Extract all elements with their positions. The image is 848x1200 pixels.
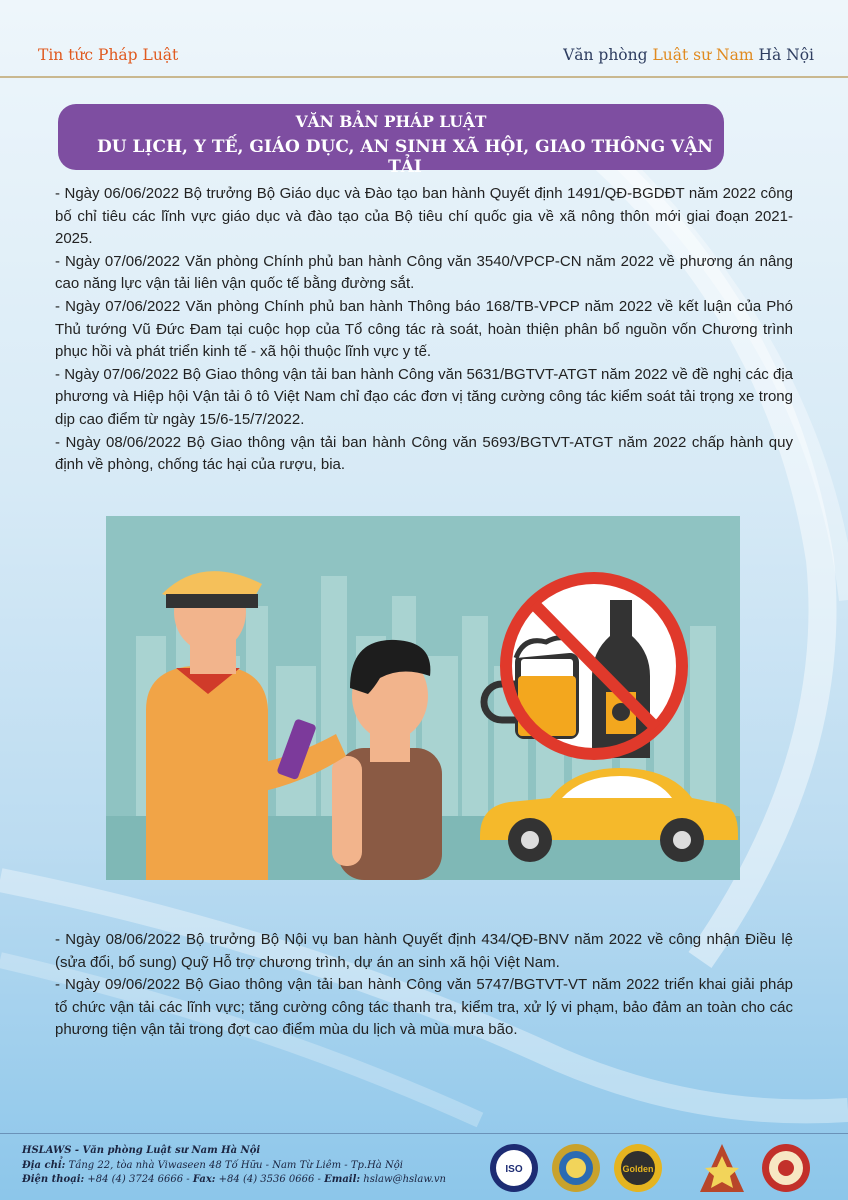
footer-divider (0, 1133, 848, 1134)
gold-star-award-badge-icon (700, 1144, 744, 1192)
footer-phone-label: Điện thoại: (22, 1174, 85, 1185)
quality-award-badge-icon (762, 1144, 810, 1192)
award-badges (490, 1140, 830, 1196)
competition-award-badge-icon (552, 1144, 600, 1192)
header-divider (0, 76, 848, 78)
header-firm-highlight: Luật sư Nam (652, 46, 754, 64)
page-header (38, 40, 814, 70)
page-footer (22, 1144, 482, 1188)
golden-award-badge-icon (614, 1144, 662, 1192)
footer-firm: HSLAWS - Văn phòng Luật sư Nam Hà Nội (22, 1145, 261, 1156)
header-section-label: Tin tức Pháp Luật (38, 46, 179, 64)
header-firm-name (563, 46, 814, 64)
footer-email-value: hslaw@hslaw.vn (360, 1174, 446, 1185)
news-item: - Ngày 07/06/2022 Văn phòng Chính phủ ban hành Thông báo 168/TB-VPCP năm 2022 về kết luận của Phó Thủ tướng Vũ Đức Đam tại cuộc họp của Tổ công tác rà soát, hoàn thiện phân bổ nguồn vốn Chương trình phục hồi và phát triển kinh tế - xã hội thuộc lĩnh vực y tế. (55, 297, 793, 361)
footer-phone-value: +84 (4) 3724 6666 - (84, 1174, 193, 1185)
illustration-alcohol-check (106, 516, 740, 880)
news-item: - Ngày 07/06/2022 Bộ Giao thông vận tải ban hành Công văn 5631/BGTVT-ATGT năm 2022 về đề nghị các địa phương và Hiệp hội Vận tải ô tô Việt Nam chỉ đạo các đơn vị tăng cường công tác kiểm soát tải trọng xe trong dịp cao điểm từ ngày 15/6-15/7/2022. (55, 365, 793, 428)
footer-address (22, 1159, 482, 1174)
footer-email-label: Email: (324, 1174, 361, 1185)
news-item: - Ngày 07/06/2022 Văn phòng Chính phủ ban hành Công văn 3540/VPCP-CN năm 2022 về phương án nâng cao năng lực vận tải liên vận quốc tế bằng đường sắt. (55, 252, 793, 293)
iso-badge-text: ISO (505, 1164, 523, 1175)
news-list-top (55, 183, 793, 477)
footer-address-label: Địa chỉ: (22, 1159, 66, 1171)
footer-address-value: Tầng 22, tòa nhà Viwaseen 48 Tố Hữu - Nam Từ Liêm - Tp.Hà Nội (65, 1159, 403, 1171)
header-firm-suffix: Hà Nội (753, 46, 814, 64)
news-list-bottom (55, 929, 793, 1042)
title-banner (58, 104, 724, 177)
iso-certified-badge-icon (490, 1144, 538, 1192)
news-item: - Ngày 06/06/2022 Bộ trưởng Bộ Giáo dục và Đào tạo ban hành Quyết định 1491/QĐ-BGDĐT năm 2022 công bố chỉ tiêu các lĩnh vực giáo dục và đào tạo của Bộ tiêu chí quốc gia về xã nông thôn mới giai đoạn 2021-2025. (55, 185, 793, 248)
footer-contact (22, 1173, 482, 1188)
news-item: - Ngày 08/06/2022 Bộ Giao thông vận tải ban hành Công văn 5693/BGTVT-ATGT năm 2022 chấp hành quy định về phòng, chống tác hại của rượu, bia. (55, 433, 793, 474)
footer-fax-label: Fax: (192, 1174, 216, 1185)
header-firm-prefix: Văn phòng (563, 46, 653, 64)
title-line-2: DU LỊCH, Y TẾ, GIÁO DỤC, AN SINH XÃ HỘI, GIAO THÔNG VẬN TẢI (97, 137, 713, 177)
news-item: - Ngày 08/06/2022 Bộ trưởng Bộ Nội vụ ban hành Quyết định 434/QĐ-BNV năm 2022 về công nhận Điều lệ (sửa đổi, bổ sung) Quỹ Hỗ trợ chương trình, dự án an sinh xã hội Việt Nam. (55, 931, 793, 971)
footer-fax-value: +84 (4) 3536 0666 - (215, 1174, 325, 1185)
news-item: - Ngày 09/06/2022 Bộ Giao thông vận tải ban hành Công văn 5747/BGTVT-VT năm 2022 triển khai giải pháp tổ chức vận tải các lĩnh vực; tăng cường công tác thanh tra, kiểm tra, xử lý vi phạm, bảo đảm an toàn cho các phương tiện vận tải trong đợt cao điểm mùa du lịch và mùa mưa bão. (55, 976, 793, 1039)
golden-badge-text: Golden (622, 1164, 654, 1174)
title-line-1: VĂN BẢN PHÁP LUẬT (295, 112, 487, 131)
